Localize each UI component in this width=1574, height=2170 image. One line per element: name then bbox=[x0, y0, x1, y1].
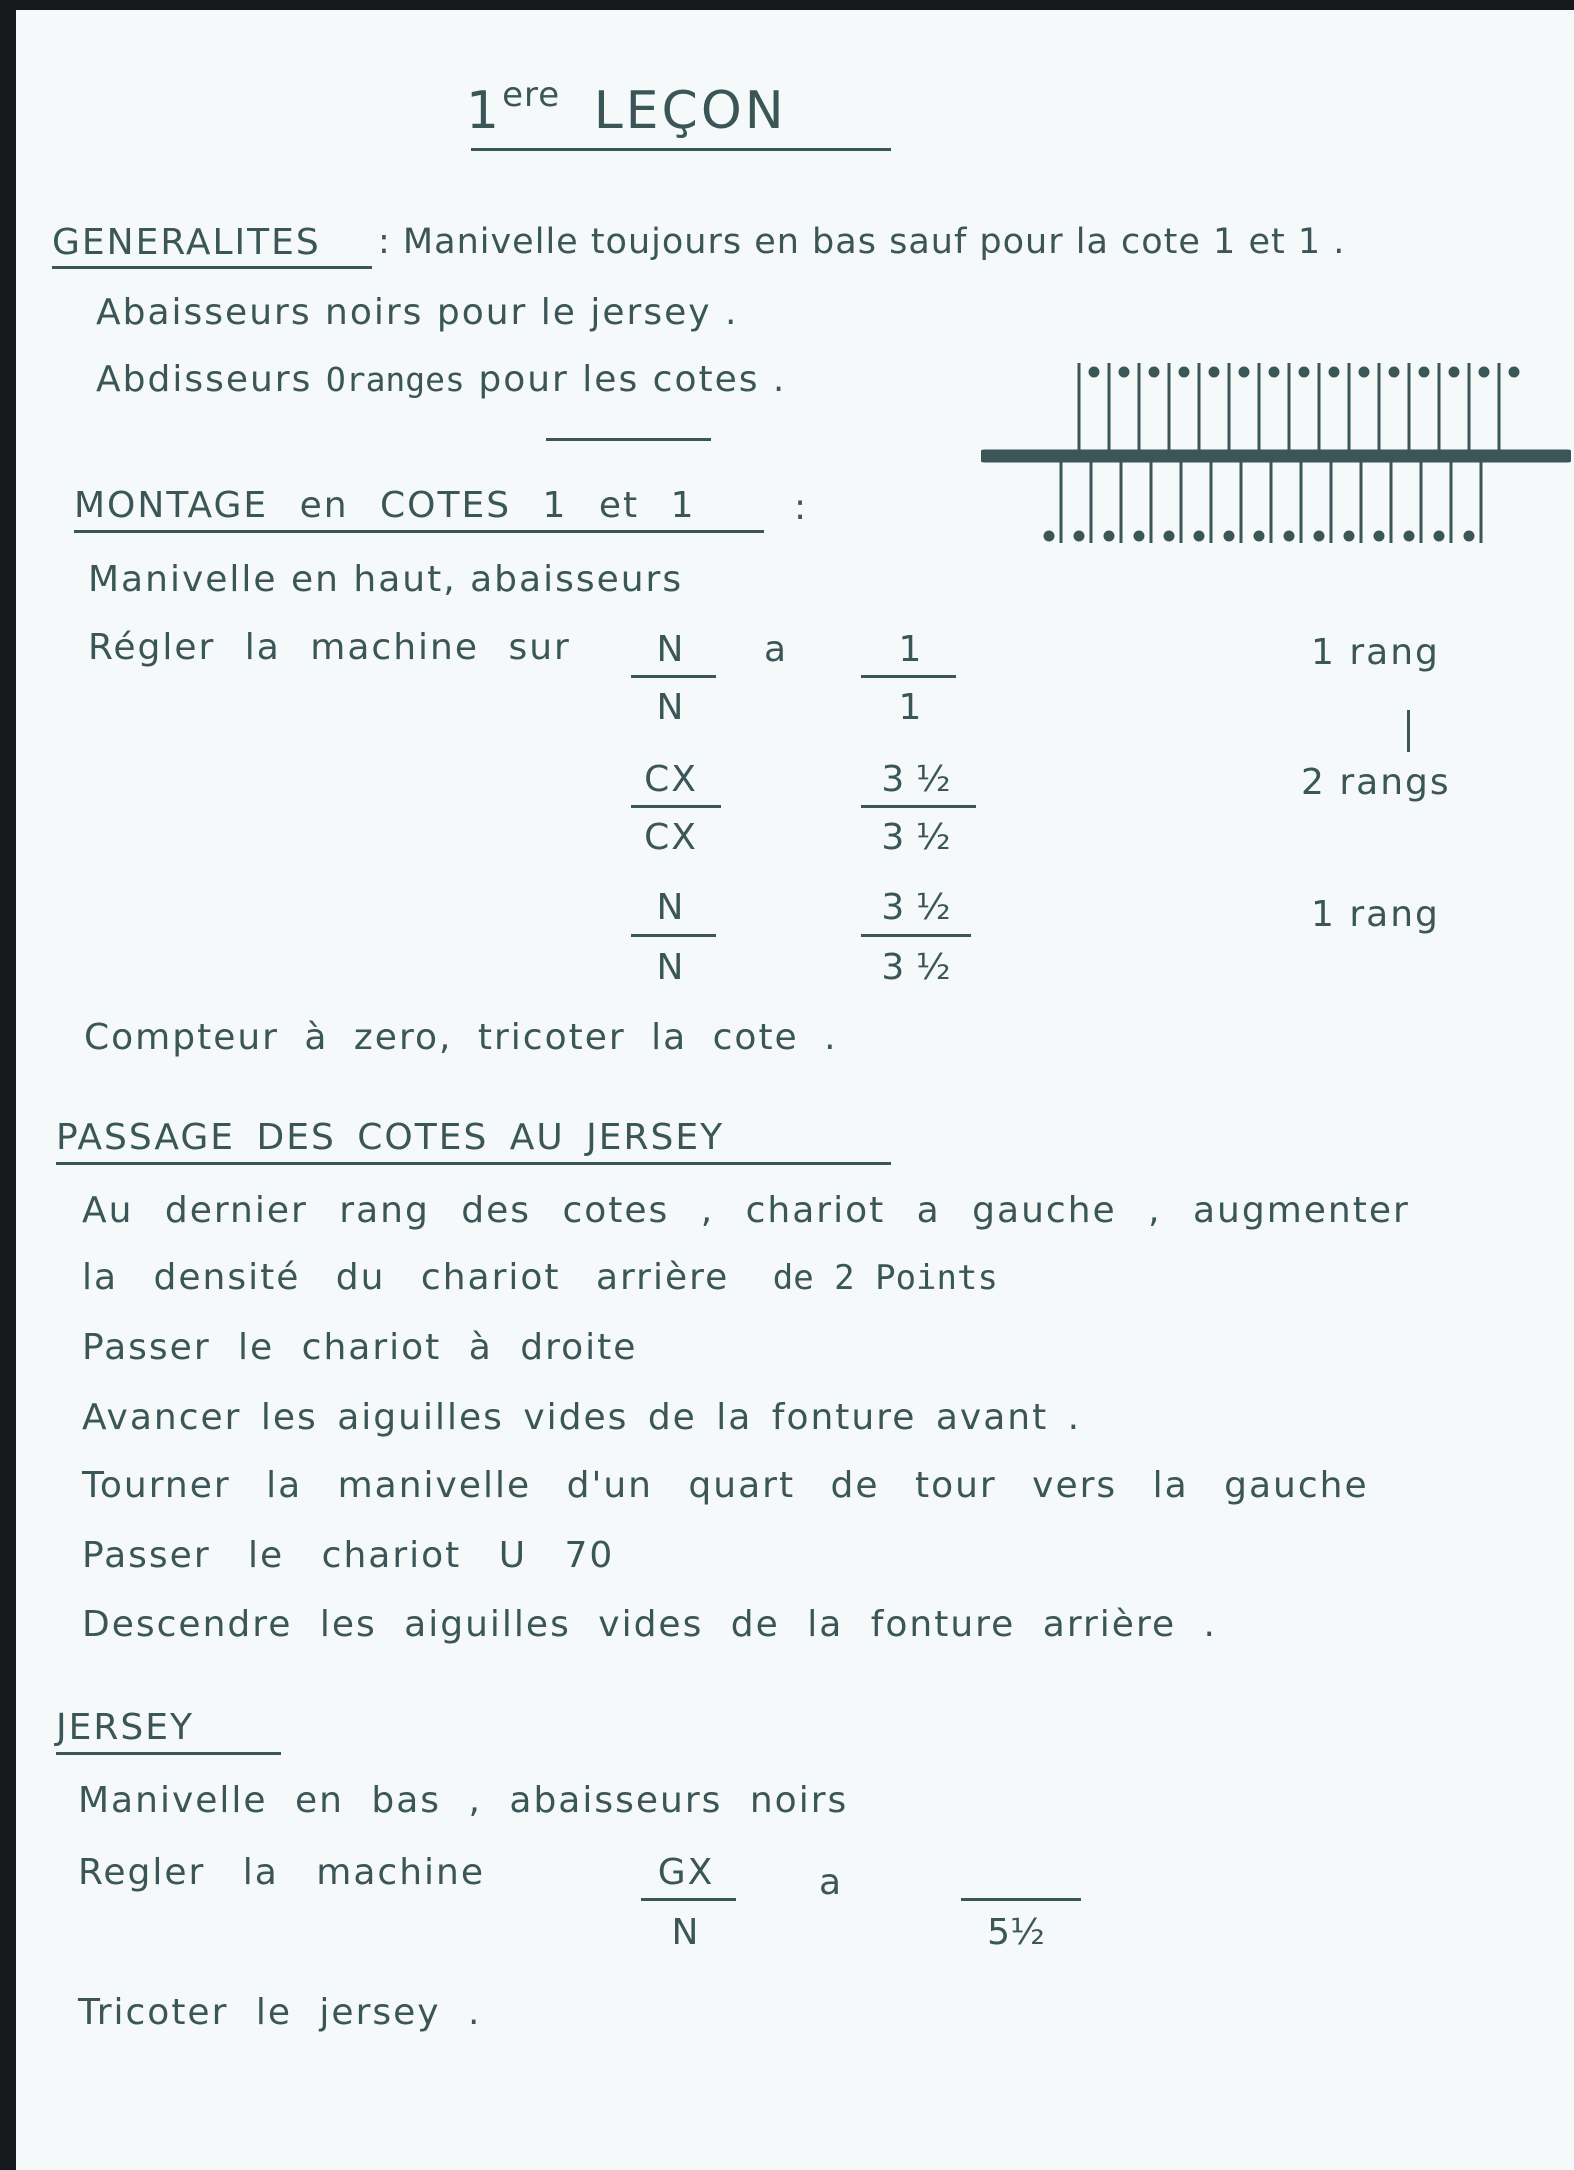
row3-value-denominator: 3 ½ bbox=[881, 947, 951, 988]
passage-underline bbox=[56, 1162, 891, 1165]
jersey-line2: Regler la machine bbox=[78, 1852, 486, 1893]
generalites-underline bbox=[52, 266, 372, 269]
passage-line2-points: de 2 Points bbox=[772, 1258, 998, 1298]
row2-value-bar bbox=[861, 805, 976, 808]
row1-rang: 1 rang bbox=[1311, 632, 1440, 673]
row2-value-denominator: 3 ½ bbox=[881, 817, 951, 858]
generalites-line3 bbox=[96, 359, 787, 400]
row1-separator: a bbox=[763, 629, 789, 670]
passage-heading: PASSAGE DES COTES AU JERSEY bbox=[56, 1117, 725, 1158]
row1-value-bar bbox=[861, 675, 956, 678]
row2-rang: 2 rangs bbox=[1301, 762, 1451, 803]
lower-stitch-dot bbox=[1285, 532, 1293, 540]
passage-line2 bbox=[82, 1257, 998, 1298]
jersey-denominator: N bbox=[671, 1912, 701, 1953]
passage-line3: Passer le chariot à droite bbox=[82, 1327, 638, 1368]
jersey-line3: Tricoter le jersey . bbox=[78, 1992, 482, 2033]
passage-line2-a: la densité du chariot arrière bbox=[82, 1257, 730, 1298]
upper-stitch-dot bbox=[1480, 368, 1488, 376]
row1-value-numerator: 1 bbox=[898, 629, 924, 670]
jersey-line1: Manivelle en bas , abaisseurs noirs bbox=[78, 1780, 849, 1821]
passage-line5: Tourner la manivelle d'un quart de tour vers la gauche bbox=[82, 1465, 1369, 1506]
jersey-heading: JERSEY bbox=[56, 1707, 194, 1748]
row3-denominator: N bbox=[656, 947, 686, 988]
jersey-numerator: GX bbox=[657, 1852, 715, 1893]
row3-numerator: N bbox=[656, 887, 686, 928]
jersey-separator: a bbox=[818, 1862, 844, 1903]
upper-stitch-dot bbox=[1420, 368, 1428, 376]
row1-fraction-bar bbox=[631, 675, 716, 678]
row3-rang: 1 rang bbox=[1311, 894, 1440, 935]
upper-stitch-dot bbox=[1510, 368, 1518, 376]
row2-value-numerator: 3 ½ bbox=[881, 759, 951, 800]
generalites-line3-a: Abdisseurs bbox=[96, 359, 313, 400]
lower-stitch-dot bbox=[1165, 532, 1173, 540]
lower-stitch-dot bbox=[1405, 532, 1413, 540]
page-title bbox=[466, 75, 787, 141]
passage-line1: Au dernier rang des cotes , chariot a gauche , augmenter bbox=[82, 1190, 1410, 1231]
row2-denominator: CX bbox=[644, 817, 698, 858]
upper-stitch-dot bbox=[1330, 368, 1338, 376]
lower-stitch-dot bbox=[1465, 532, 1473, 540]
lower-stitch-dot bbox=[1315, 532, 1323, 540]
row1-value-denominator: 1 bbox=[898, 687, 924, 728]
passage-line4: Avancer les aiguilles vides de la fonture avant . bbox=[82, 1397, 1082, 1438]
upper-stitch-dot bbox=[1210, 368, 1218, 376]
needle-bed-bar bbox=[981, 451, 1571, 461]
row3-value-bar bbox=[861, 934, 971, 937]
generalites-line2: Abaisseurs noirs pour le jersey . bbox=[96, 292, 739, 333]
row3-fraction-bar bbox=[631, 934, 716, 937]
lower-stitch-dot bbox=[1075, 532, 1083, 540]
upper-stitch-dot bbox=[1150, 368, 1158, 376]
jersey-fraction-bar bbox=[641, 1898, 736, 1901]
needle-bed-diagram bbox=[981, 358, 1571, 558]
row3-value-numerator: 3 ½ bbox=[881, 887, 951, 928]
row2-numerator: CX bbox=[644, 759, 698, 800]
lower-needles bbox=[1045, 461, 1481, 543]
title-number: 1 bbox=[466, 81, 503, 141]
upper-stitch-dot bbox=[1120, 368, 1128, 376]
generalites-line3-oranges: Oranges bbox=[325, 360, 465, 399]
rang-tick bbox=[1407, 710, 1410, 752]
lower-stitch-dot bbox=[1435, 532, 1443, 540]
lower-stitch-dot bbox=[1105, 532, 1113, 540]
upper-stitch-dot bbox=[1180, 368, 1188, 376]
upper-stitch-dot bbox=[1300, 368, 1308, 376]
upper-stitch-dot bbox=[1090, 368, 1098, 376]
upper-stitch-dot bbox=[1240, 368, 1248, 376]
montage-line3: Compteur à zero, tricoter la cote . bbox=[84, 1017, 838, 1058]
generalites-line1: : Manivelle toujours en bas sauf pour la cote 1 et 1 . bbox=[378, 222, 1346, 262]
upper-stitch-dot bbox=[1450, 368, 1458, 376]
lower-stitch-dot bbox=[1255, 532, 1263, 540]
lower-stitch-dot bbox=[1375, 532, 1383, 540]
row1-denominator: N bbox=[656, 687, 686, 728]
upper-stitch-dot bbox=[1390, 368, 1398, 376]
lower-stitch-dot bbox=[1135, 532, 1143, 540]
title-superscript: ere bbox=[502, 75, 561, 115]
lower-stitch-dot bbox=[1045, 532, 1053, 540]
jersey-underline bbox=[56, 1752, 281, 1755]
montage-line2: Régler la machine sur bbox=[88, 627, 571, 668]
upper-stitch-dot bbox=[1270, 368, 1278, 376]
generalites-heading: GENERALITES bbox=[52, 222, 321, 263]
passage-line7: Descendre les aiguilles vides de la fonture arrière . bbox=[82, 1604, 1217, 1645]
row1-numerator: N bbox=[656, 629, 686, 670]
upper-stitch-dot bbox=[1360, 368, 1368, 376]
title-word: LEÇON bbox=[593, 81, 787, 141]
section-divider bbox=[546, 438, 711, 441]
upper-needles bbox=[1079, 363, 1518, 451]
document-page bbox=[16, 10, 1574, 2170]
lower-stitch-dot bbox=[1225, 532, 1233, 540]
jersey-value-denominator: 5½ bbox=[987, 1912, 1045, 1953]
passage-line6: Passer le chariot U 70 bbox=[82, 1535, 615, 1576]
montage-colon: : bbox=[794, 487, 809, 528]
lower-stitch-dot bbox=[1195, 532, 1203, 540]
row2-fraction-bar bbox=[631, 805, 721, 808]
montage-heading: MONTAGE en COTES 1 et 1 bbox=[74, 485, 696, 526]
lower-stitch-dot bbox=[1345, 532, 1353, 540]
montage-underline bbox=[74, 530, 764, 533]
title-underline bbox=[471, 148, 891, 151]
jersey-value-bar bbox=[961, 1898, 1081, 1901]
montage-line1: Manivelle en haut, abaisseurs bbox=[88, 559, 684, 600]
generalites-line3-c: pour les cotes . bbox=[478, 359, 787, 400]
